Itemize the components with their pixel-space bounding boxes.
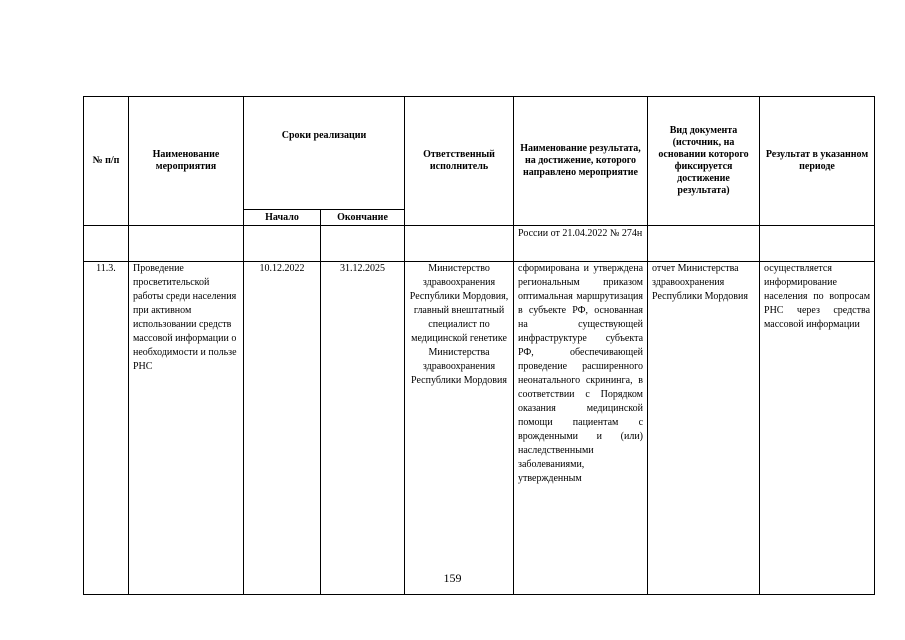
header-event-name: Наименование мероприятия [129, 97, 244, 226]
table-cell [84, 226, 129, 262]
row-num: 11.3. [84, 262, 129, 595]
plan-table [83, 96, 875, 595]
header-start: Начало [244, 210, 321, 226]
row-event-name: Проведение просветительской работы среди населения при активном использовании средств массовой информации о необходимости и пользе РНС [129, 262, 244, 595]
table-cell [648, 226, 760, 262]
table-cell [244, 226, 321, 262]
table-cell [760, 226, 875, 262]
row-start-date: 10.12.2022 [244, 262, 321, 595]
table-cell [321, 226, 405, 262]
page-number: 159 [443, 571, 462, 585]
table-row [84, 262, 875, 595]
continuation-result-name: России от 21.04.2022 № 274н [514, 226, 648, 262]
header-num: № п/п [84, 97, 129, 226]
row-result-name: сформирована и утверждена региональным приказом оптимальная маршрутизация в субъекте РФ, основанная на существующей инфраструктуре субъекта РФ, обеспечивающей проведение расширенного неонатального скрининга, в соответствии с Порядком оказания медицинской помощи пациентам с врожденными и (или) наследственными заболеваниями, утвержденным [514, 262, 648, 595]
row-responsible: Министерство здравоохранения Республики Мордовия, главный внештатный специалист по медицинской генетике Министерства здравоохранения Республики Мордовия [405, 262, 514, 595]
row-end-date: 31.12.2025 [321, 262, 405, 595]
table-cell [405, 226, 514, 262]
header-terms: Сроки реализации [244, 97, 405, 210]
header-end: Окончание [321, 210, 405, 226]
table-cell [129, 226, 244, 262]
header-result-period: Результат в указанном периоде [760, 97, 875, 226]
header-row [84, 97, 875, 210]
row-result-period: осуществляется информирование населения по вопросам РНС через средства массовой информации [760, 262, 875, 595]
continuation-row [84, 226, 875, 262]
row-doc-type: отчет Министерства здравоохранения Республики Мордовия [648, 262, 760, 595]
header-responsible: Ответственный исполнитель [405, 97, 514, 226]
header-result-name: Наименование результата, на достижение, которого направлено мероприятие [514, 97, 648, 226]
header-doc-type: Вид документа (источник, на основании которого фиксируется достижение результата) [648, 97, 760, 226]
